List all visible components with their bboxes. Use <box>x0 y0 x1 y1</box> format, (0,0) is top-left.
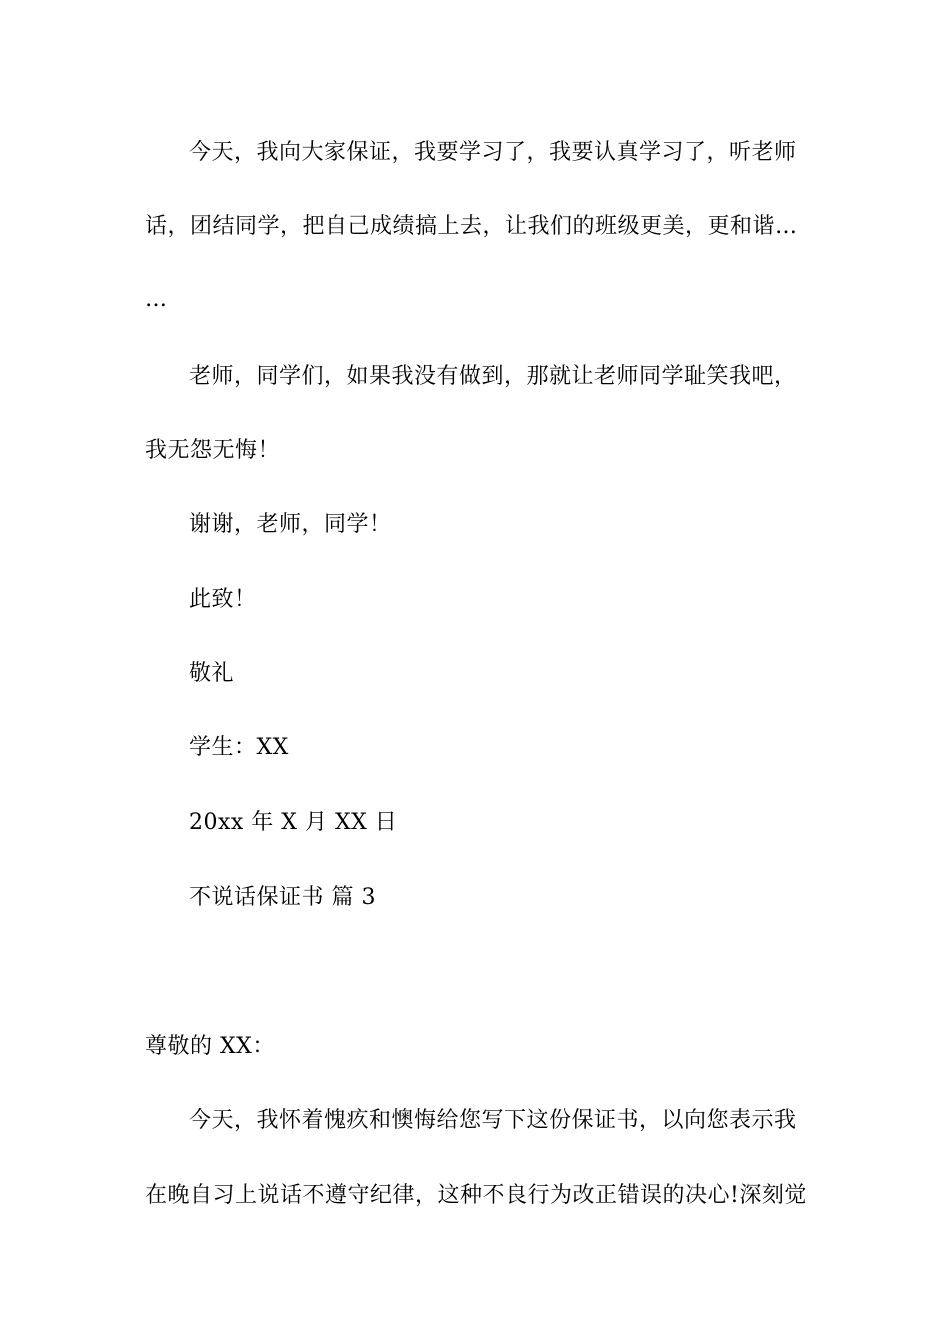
paragraph-line-2: 话，团结同学，把自己成绩搞上去，让我们的班级更美，更和谐… <box>145 214 798 239</box>
paragraph-line-1: 今天，我向大家保证，我要学习了，我要认真学习了，听老师 <box>189 140 797 165</box>
closing-line: 此致！ <box>189 587 257 612</box>
paragraph-line-6: 今天，我怀着愧疚和懊悔给您写下这份保证书，以向您表示我 <box>189 1108 797 1133</box>
salute-line: 敬礼 <box>189 661 235 686</box>
paragraph-line-4: 老师，同学们，如果我没有做到，那就让老师同学耻笑我吧， <box>189 364 797 389</box>
signature-line: 学生：XX <box>189 735 289 760</box>
date-line: 20xx 年 X 月 XX 日 <box>189 810 398 835</box>
thanks-line: 谢谢，老师，同学！ <box>189 512 392 537</box>
paragraph-line-5: 我无怨无悔！ <box>145 438 281 463</box>
paragraph-line-7: 在晚自习上说话不遵守纪律，这种不良行为改正错误的决心!深刻觉 <box>145 1183 807 1208</box>
paragraph-line-3: … <box>145 287 168 312</box>
section-title: 不说话保证书 篇 3 <box>189 885 376 910</box>
salutation-line: 尊敬的 XX： <box>145 1034 275 1059</box>
